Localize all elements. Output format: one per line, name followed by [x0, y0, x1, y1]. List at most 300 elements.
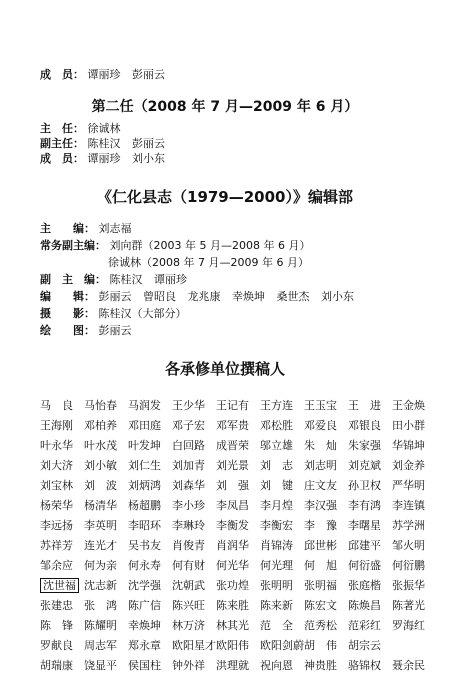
contributor-name-text: 王海刚	[40, 419, 73, 432]
contributors-row	[40, 596, 436, 616]
deputy-name: 陈桂汉	[87, 137, 121, 150]
contributor-name	[40, 396, 84, 416]
editor-name: 彭丽云	[98, 290, 132, 303]
contributor-name-text: 杨超鹏	[128, 499, 161, 512]
contributor-name-text: 刘加青	[172, 459, 205, 472]
deputy-name: 彭丽云	[132, 137, 165, 150]
exec-deputy-name: 刘向群（2003 年 5 月—2008 年 6 月）	[109, 239, 311, 252]
contributor-name	[40, 556, 84, 576]
member-name: 刘小东	[132, 152, 165, 165]
contributor-name	[260, 616, 304, 636]
contributor-name-text: 陈宏文	[304, 599, 337, 612]
contributor-name	[216, 576, 260, 596]
deputy-label: 副主任：	[40, 137, 84, 150]
contributor-name-text: 胡宗云	[348, 639, 381, 652]
editorial-row-deputy	[40, 273, 195, 287]
contributor-name	[216, 536, 260, 556]
contributor-name	[392, 436, 436, 456]
contributor-name-text: 范彩红	[348, 619, 381, 632]
contributor-name	[172, 396, 216, 416]
contributor-name	[392, 536, 436, 556]
contributor-name-text: 何光华	[216, 559, 249, 572]
contributor-name	[128, 416, 172, 436]
contributor-name-text: 陈来新	[260, 599, 293, 612]
contributor-name	[392, 476, 436, 496]
contributor-name	[392, 456, 436, 476]
contributor-name	[260, 596, 304, 616]
editor-name: 桑世杰	[276, 290, 310, 303]
contributor-name	[216, 396, 260, 416]
contributor-name	[304, 536, 348, 556]
contributor-name-text: 邱建平	[348, 539, 381, 552]
contributor-name-text: 白回路	[172, 439, 205, 452]
contributor-name	[84, 436, 128, 456]
member-name: 谭丽珍	[87, 68, 121, 81]
contributor-name	[392, 656, 436, 676]
contributors-row	[40, 496, 436, 516]
contributor-name	[172, 436, 216, 456]
contributor-name-text: 郑永章	[128, 639, 161, 652]
contributor-name	[40, 416, 84, 436]
contributor-name-text: 侯国柱	[128, 659, 161, 672]
contributor-name	[216, 476, 260, 496]
contributor-name-text: 洪理就	[216, 659, 249, 672]
deputy-editor-name: 谭丽珍	[154, 273, 187, 286]
contributor-name-text: 祝向恩	[260, 659, 293, 672]
contributor-name	[216, 596, 260, 616]
contributor-name	[304, 496, 348, 516]
second-term-director	[40, 122, 129, 136]
contributor-name	[84, 536, 128, 556]
contributor-name	[172, 476, 216, 496]
contributor-name-text: 范 全	[260, 619, 293, 632]
contributor-name	[304, 596, 348, 616]
contributor-name-text: 肖锦涛	[260, 539, 293, 552]
contributor-name-text: 饶显平	[84, 659, 117, 672]
contributor-name	[84, 456, 128, 476]
contributor-name	[84, 476, 128, 496]
contributors-row	[40, 556, 436, 576]
contributor-name	[392, 576, 436, 596]
contributor-name-text: 吴书友	[128, 539, 161, 552]
contributor-name-text: 杨荣华	[40, 499, 73, 512]
contributor-name-text: 陈兴旺	[172, 599, 205, 612]
contributor-name	[84, 416, 128, 436]
contributor-name	[260, 576, 304, 596]
contributor-name	[128, 436, 172, 456]
contributor-name-text: 王 进	[348, 399, 381, 412]
chief-editor-name: 刘志福	[98, 222, 132, 235]
contributor-name	[128, 596, 172, 616]
contributor-name-text: 苏学洲	[392, 519, 425, 532]
contributor-name-text: 欧阳伟	[216, 639, 249, 652]
contributor-name-text: 邬立雄	[260, 439, 293, 452]
contributor-name-text: 刘 强	[216, 479, 249, 492]
contributor-name	[128, 656, 172, 676]
contributor-name	[172, 416, 216, 436]
contributor-name	[304, 636, 348, 656]
contributor-name	[392, 616, 436, 636]
contributor-name	[348, 656, 392, 676]
contributor-name	[40, 576, 84, 596]
contributors-row	[40, 456, 436, 476]
contributors-grid	[40, 396, 436, 676]
contributor-name-text: 张建忠	[40, 599, 73, 612]
contributor-name-text: 沈朝武	[172, 579, 205, 592]
contributor-name-text: 张明福	[304, 579, 337, 592]
contributor-name	[348, 436, 392, 456]
contributor-name-text: 朱 灿	[304, 439, 337, 452]
contributor-name	[260, 496, 304, 516]
contributor-name-text: 陈来胜	[216, 599, 249, 612]
contributor-name	[304, 456, 348, 476]
contributor-name	[128, 576, 172, 596]
photo-name: 陈桂汉（大部分）	[98, 307, 187, 320]
contributor-name	[84, 616, 128, 636]
contributor-name	[172, 516, 216, 536]
contributor-name-text: 马 良	[40, 399, 73, 412]
contributors-row	[40, 476, 436, 496]
contributor-name	[304, 436, 348, 456]
contributor-name-text: 罗献良	[40, 639, 73, 652]
contributor-name-text: 连光才	[84, 539, 117, 552]
contributor-name-text: 何有财	[172, 559, 205, 572]
top-members-line	[40, 68, 173, 82]
contributor-name-text: 何 旭	[304, 559, 337, 572]
contributor-name-text: 王少华	[172, 399, 205, 412]
deputy-editor-name: 陈桂汉	[109, 273, 143, 286]
contributor-name	[40, 616, 84, 636]
contributor-name-text: 张功煌	[216, 579, 249, 592]
exec-deputy-label: 常务副主编：	[40, 239, 106, 252]
contributor-name	[304, 656, 348, 676]
contributor-name	[84, 496, 128, 516]
contributor-name-text: 刘 志	[260, 459, 293, 472]
contributor-name-text: 何为亲	[84, 559, 117, 572]
contributor-name-text: 王玉宝	[304, 399, 337, 412]
contributor-name	[304, 416, 348, 436]
photo-label: 摄 影：	[40, 307, 95, 320]
contributor-name	[40, 536, 84, 556]
contributor-name	[40, 436, 84, 456]
contributor-name	[304, 516, 348, 536]
contributor-name	[128, 516, 172, 536]
contributor-name-text: 刘仁生	[128, 459, 161, 472]
contributor-name	[40, 656, 84, 676]
contributor-name-text: 沈世福	[40, 578, 79, 593]
contributor-name	[304, 396, 348, 416]
contributor-name	[348, 416, 392, 436]
contributor-name	[260, 536, 304, 556]
contributor-name-text: 陈广信	[128, 599, 161, 612]
contributor-name-text: 刘克斌	[348, 459, 381, 472]
contributor-name-text: 刘炳鸿	[128, 479, 161, 492]
contributor-name-text: 李英明	[84, 519, 117, 532]
contributor-name	[216, 616, 260, 636]
members-label: 成 员：	[40, 68, 84, 81]
contributor-name	[40, 516, 84, 536]
contributor-name	[392, 596, 436, 616]
chief-editor-label: 主 编：	[40, 222, 95, 235]
contributor-name-text: 罗海红	[392, 619, 425, 632]
contributor-name	[392, 516, 436, 536]
contributor-name-text: 邓军贵	[216, 419, 249, 432]
contributor-name	[128, 396, 172, 416]
contributor-name	[348, 496, 392, 516]
contributor-name-text: 刘光景	[216, 459, 249, 472]
editorial-row-editors	[40, 290, 362, 304]
contributor-name-text: 林万济	[172, 619, 205, 632]
contributor-name-text: 李琳玲	[172, 519, 205, 532]
contributor-name-text: 王记有	[216, 399, 249, 412]
contributor-name	[392, 496, 436, 516]
contributor-name-text: 李小珍	[172, 499, 205, 512]
contributor-name-text: 范秀松	[304, 619, 337, 632]
contributor-name	[128, 476, 172, 496]
contributor-name	[260, 396, 304, 416]
contributor-name	[216, 516, 260, 536]
contributor-name	[216, 416, 260, 436]
contributor-name	[348, 616, 392, 636]
contributor-name-text: 叶水茂	[84, 439, 117, 452]
contributor-name	[260, 476, 304, 496]
contributor-name	[40, 636, 84, 656]
contributor-name	[216, 456, 260, 476]
contributor-name	[172, 496, 216, 516]
contributor-name-text: 邱世彬	[304, 539, 337, 552]
contributor-name	[260, 656, 304, 676]
contributor-name	[260, 556, 304, 576]
contributor-name	[348, 596, 392, 616]
deputy-editor-label: 副 主 编：	[40, 273, 106, 286]
contributor-name-text: 幸焕坤	[128, 619, 161, 632]
contributor-name	[260, 636, 304, 656]
contributor-name	[348, 516, 392, 536]
contributor-name-text: 李凤昌	[216, 499, 249, 512]
contributor-name-text: 朱家强	[348, 439, 381, 452]
contributor-name	[172, 536, 216, 556]
contributor-name-text: 林其光	[216, 619, 249, 632]
contributor-name	[348, 456, 392, 476]
contributor-name-text: 陈耀明	[84, 619, 117, 632]
contributor-name-text: 胡 伟	[304, 639, 337, 652]
second-term-members	[40, 152, 173, 166]
contributor-name-text: 成晋荣	[216, 439, 249, 452]
contributor-name	[40, 456, 84, 476]
contributor-name	[84, 636, 128, 656]
contributor-name-text: 李汉强	[304, 499, 337, 512]
contributor-name-text: 邓爱良	[304, 419, 337, 432]
contributor-name	[40, 476, 84, 496]
contributor-name-text: 何永寿	[128, 559, 161, 572]
contributor-name-text: 陈焕昌	[348, 599, 381, 612]
contributor-name-text: 刘森华	[172, 479, 205, 492]
contributor-name	[392, 416, 436, 436]
contributor-name	[392, 556, 436, 576]
director-label: 主 任：	[40, 122, 84, 135]
contributor-name-text: 杨清华	[84, 499, 117, 512]
contributor-name	[260, 416, 304, 436]
contributors-row	[40, 636, 436, 656]
contributor-name	[84, 656, 128, 676]
editorial-row-chief	[40, 222, 140, 236]
contributor-name-text: 肖润华	[216, 539, 249, 552]
contributor-name-text: 聂余民	[392, 659, 425, 672]
drawing-name: 彭丽云	[98, 324, 132, 337]
contributor-name-text: 严华明	[392, 479, 425, 492]
editorial-row-photo	[40, 307, 195, 321]
contributor-name	[304, 616, 348, 636]
contributor-name	[304, 476, 348, 496]
contributor-name-text: 马润发	[128, 399, 161, 412]
members-label: 成 员：	[40, 152, 84, 165]
contributors-row	[40, 396, 436, 416]
editor-name: 刘小东	[321, 290, 354, 303]
contributor-name-text: 华锦坤	[392, 439, 425, 452]
director-name: 徐诚林	[87, 122, 121, 135]
contributor-name-text: 刘金养	[392, 459, 425, 472]
contributor-name	[260, 516, 304, 536]
contributor-name-text: 孙卫权	[348, 479, 381, 492]
contributor-name-text: 胡瑞康	[40, 659, 73, 672]
contributor-name-text: 陈 锋	[40, 619, 73, 632]
contributor-name-text: 张振华	[392, 579, 425, 592]
contributor-name	[348, 556, 392, 576]
contributor-name-text: 刘 键	[260, 479, 293, 492]
editorial-row-drawing	[40, 324, 140, 338]
members-names	[88, 68, 174, 82]
contributor-name-text: 钟外祥	[172, 659, 205, 672]
contributor-name-text: 李月煌	[260, 499, 293, 512]
contributor-name	[84, 516, 128, 536]
contributors-row	[40, 656, 436, 676]
editorial-row-exec-deputy-2	[108, 256, 317, 270]
contributor-name-text: 张 鸿	[84, 599, 117, 612]
contributor-name-text: 马怡春	[84, 399, 117, 412]
contributor-name	[348, 636, 392, 656]
contributor-name-text: 肖俊青	[172, 539, 205, 552]
contributor-name-text: 周志军	[84, 639, 117, 652]
contributor-name-text: 何光理	[260, 559, 293, 572]
contributor-name	[172, 576, 216, 596]
contributor-name	[392, 396, 436, 416]
contributor-name	[260, 456, 304, 476]
contributor-name-text: 邹余应	[40, 559, 73, 572]
contributors-row	[40, 576, 436, 596]
contributor-name	[128, 616, 172, 636]
contributor-name	[348, 536, 392, 556]
contributors-row	[40, 436, 436, 456]
contributor-name-text: 苏祥芳	[40, 539, 73, 552]
contributor-name-text: 骆锦权	[348, 659, 381, 672]
contributor-name-text: 叶发坤	[128, 439, 161, 452]
contributor-name-text: 何衍鹏	[392, 559, 425, 572]
contributor-name-text: 沈志新	[84, 579, 117, 592]
editorial-title: 《仁化县志（1979—2000）》编辑部	[97, 188, 353, 206]
contributor-name	[216, 436, 260, 456]
contributor-name-text: 邓柏养	[84, 419, 117, 432]
contributor-name-text: 沈学强	[128, 579, 161, 592]
contributor-name-text: 王金焕	[392, 399, 425, 412]
contributors-row	[40, 616, 436, 636]
contributor-name	[128, 636, 172, 656]
contributor-name	[172, 596, 216, 616]
contributor-name-text: 李曙星	[348, 519, 381, 532]
contributor-name-text: 张明明	[260, 579, 293, 592]
contributor-name-text: 田小群	[392, 419, 425, 432]
contributor-name	[84, 596, 128, 616]
contributor-name-text: 刘 波	[84, 479, 117, 492]
contributor-name-text: 欧阳剑蔚	[260, 639, 304, 652]
contributor-name-text: 何衍盛	[348, 559, 381, 572]
contributor-name-text: 叶永华	[40, 439, 73, 452]
exec-deputy-name: 徐诚林（2008 年 7 月—2009 年 6 月）	[108, 256, 309, 269]
contributor-name	[172, 636, 216, 656]
contributors-row	[40, 416, 436, 436]
contributor-name	[128, 496, 172, 516]
editor-name: 幸焕坤	[232, 290, 265, 303]
contributor-name	[84, 576, 128, 596]
contributor-name-text: 刘大济	[40, 459, 73, 472]
editor-name: 曾昭良	[143, 290, 176, 303]
editorial-row-exec-deputy	[40, 239, 318, 253]
contributor-name	[260, 436, 304, 456]
contributor-name-text: 刘宝林	[40, 479, 73, 492]
contributor-name	[128, 456, 172, 476]
contributor-name	[128, 536, 172, 556]
member-name: 彭丽云	[132, 68, 165, 81]
contributors-row	[40, 536, 436, 556]
contributor-name	[348, 576, 392, 596]
contributor-name	[84, 556, 128, 576]
second-term-deputy	[40, 137, 173, 151]
contributor-name-text: 王方连	[260, 399, 293, 412]
contributor-name-text: 李连镇	[392, 499, 425, 512]
contributor-name	[216, 656, 260, 676]
contributor-name-text: 李衡宏	[260, 519, 293, 532]
contributor-name-text: 邓银良	[348, 419, 381, 432]
contributor-name-text: 邓田庭	[128, 419, 161, 432]
contributor-name-text: 邓松胜	[260, 419, 293, 432]
contributor-name	[348, 396, 392, 416]
contributor-name	[128, 556, 172, 576]
second-term-title: 第二任（2008 年 7 月—2009 年 6 月）	[91, 99, 359, 115]
member-name: 谭丽珍	[87, 152, 121, 165]
contributor-name	[172, 656, 216, 676]
contributor-name-text: 邹火明	[392, 539, 425, 552]
contributor-name-text: 神贵胜	[304, 659, 337, 672]
contributor-name	[172, 616, 216, 636]
contributor-name-text: 刘志明	[304, 459, 337, 472]
contributor-name-text: 庄文友	[304, 479, 337, 492]
contributor-name-text: 陈著光	[392, 599, 425, 612]
contributor-name-text: 张庭楷	[348, 579, 381, 592]
contributor-name	[304, 556, 348, 576]
contributor-name	[172, 456, 216, 476]
contributor-name	[304, 576, 348, 596]
contributor-name-text: 刘小敏	[84, 459, 117, 472]
contributor-name-text: 李 豫	[304, 519, 337, 532]
contributor-name-text: 李有鸿	[348, 499, 381, 512]
contributor-name	[216, 636, 260, 656]
contributor-name	[348, 476, 392, 496]
editors-label: 编 辑：	[40, 290, 95, 303]
units-title: 各承修单位撰稿人	[164, 360, 285, 378]
contributor-name-text: 邓子宏	[172, 419, 205, 432]
contributor-name-text: 李远扬	[40, 519, 73, 532]
contributor-name	[216, 496, 260, 516]
drawing-label: 绘 图：	[40, 324, 95, 337]
